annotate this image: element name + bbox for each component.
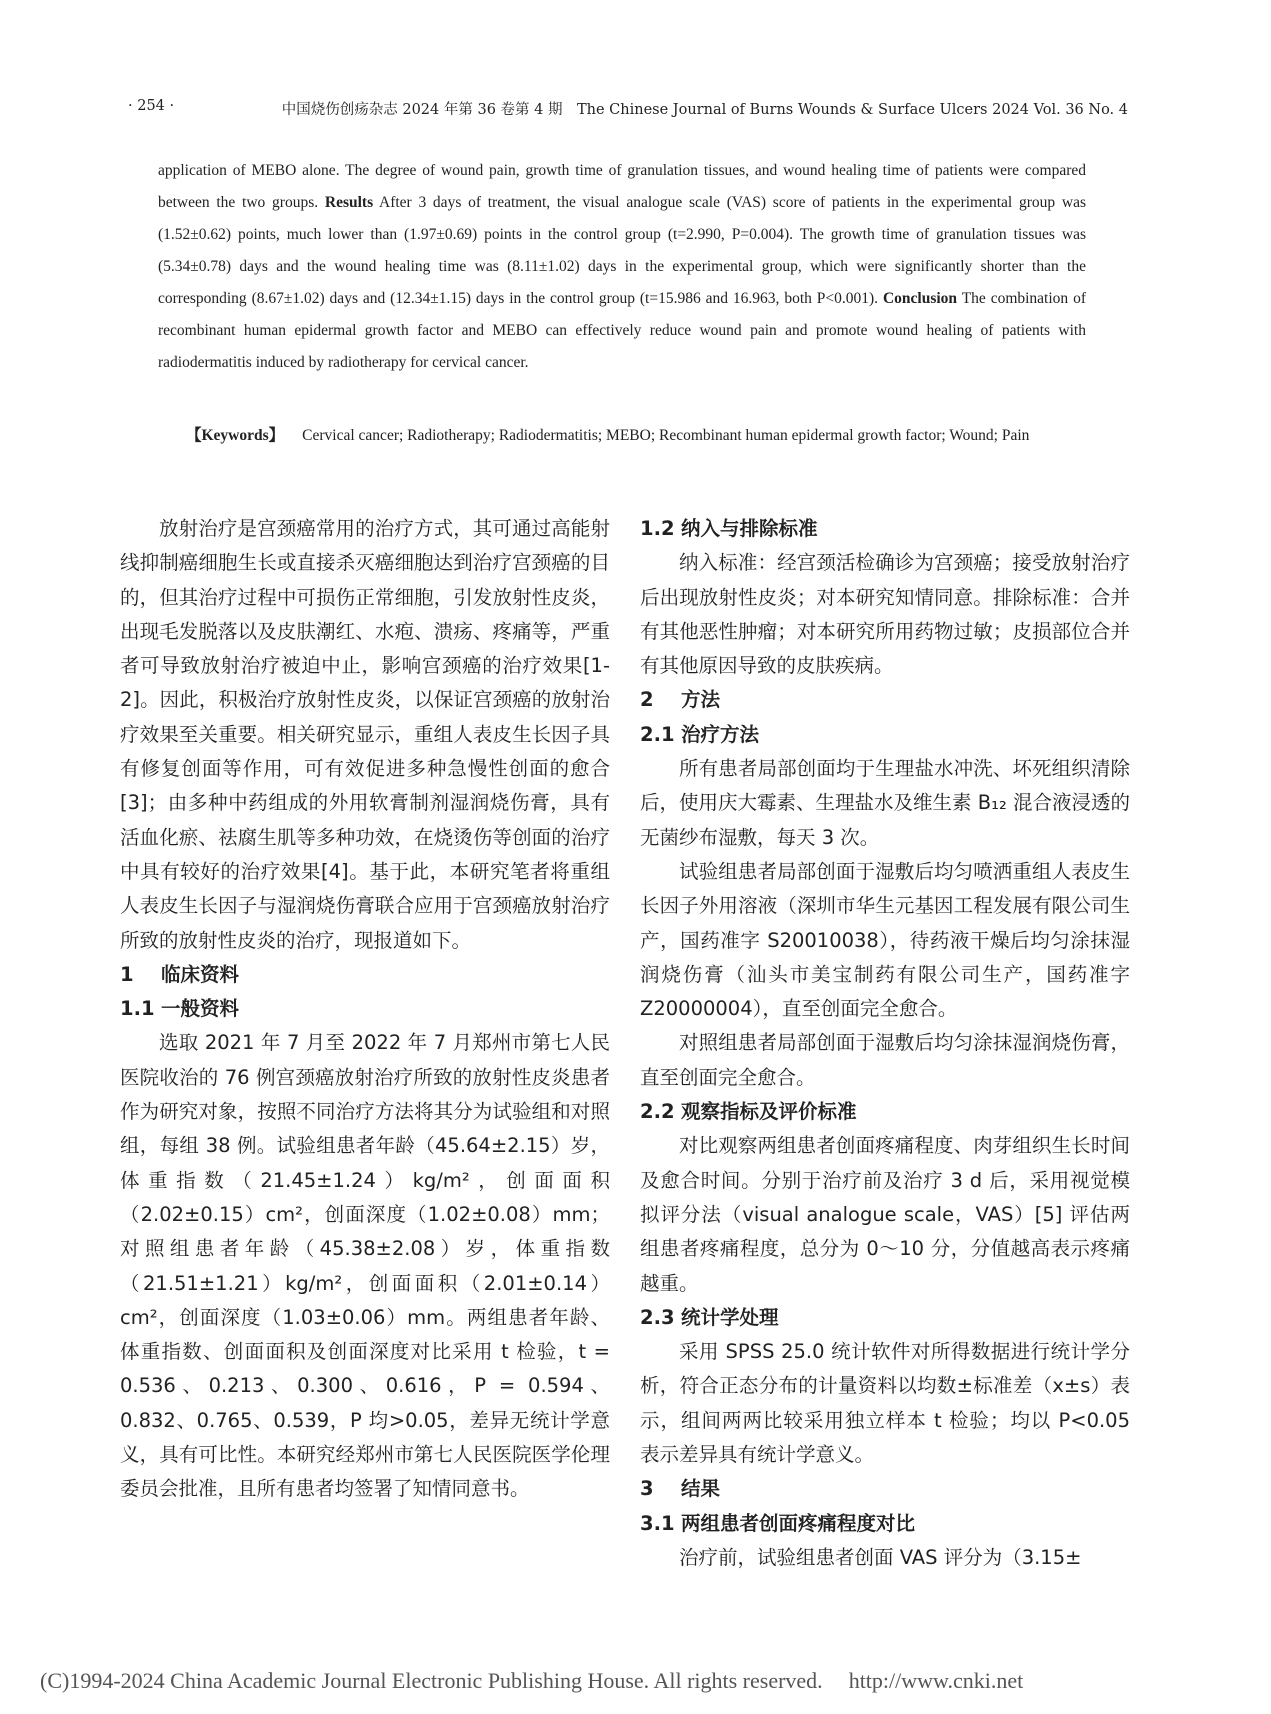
keywords-block (158, 420, 1086, 452)
subsection-heading-2-2 (640, 1095, 1130, 1129)
indicators-paragraph: 对比观察两组患者创面疼痛程度、肉芽组织生长时间及愈合时间。分别于治疗前及治疗 3 d 后，采用视觉模拟评分法（visual analogue scale，VAS）[5] 评估两组患者疼痛程度，总分为 0～10 分，分值越高表示疼痛越重。 (640, 1134, 1130, 1295)
abstract-methods-tail: application of MEBO alone. The degree of wound pain, growth time of granulation tissues, and wound healing time of patients were compared between the two groups. (158, 162, 1086, 211)
section-title: 方法 (680, 688, 720, 712)
section-number: 2 (640, 688, 654, 712)
section-title: 临床资料 (160, 962, 239, 986)
results-text: After 3 days of treatment, the visual analogue scale (VAS) score of patients in the experimental group was (1.52±0.62) points, much lower than (1.97±0.69) points in the control group (t=2.990, P=0.004). The growth time of granulation tissues was (5.34±0.78) days and the wound healing time was (8.11±1.02) days in the experimental group, which were significantly shorter than the corresponding (8.67±1.02) days and (12.34±1.15) days in the control group (t=15.986 and 16.963, both P<0.001). (158, 194, 1086, 307)
right-column (640, 512, 1130, 1575)
conclusion-text: The combination of recombinant human epidermal growth factor and MEBO can effectively reduce wound pain and promote wound healing of patients with radiodermatitis induced by radiotherapy for cervical cancer. (158, 290, 1086, 371)
english-abstract (158, 155, 1086, 379)
section-title: 结果 (680, 1477, 720, 1501)
section-number: 2.3 (640, 1305, 675, 1329)
section-title: 两组患者创面疼痛程度对比 (680, 1511, 915, 1535)
section-title: 纳入与排除标准 (680, 517, 818, 540)
results-label: Results (324, 194, 374, 211)
abstract-text (158, 155, 1086, 379)
left-column (120, 512, 610, 1507)
section-number: 2.2 (640, 1100, 675, 1124)
section-number: 3.1 (640, 1511, 675, 1535)
section-number: 1.2 (640, 517, 675, 540)
section-number: 3 (640, 1477, 654, 1501)
section-heading-3 (640, 1472, 1130, 1506)
criteria-paragraph: 纳入标准：经宫颈活检确诊为宫颈癌；接受放射治疗后出现放射性皮炎；对本研究知情同意。排除标准：合并有其他恶性肿瘤；对本研究所用药物过敏；皮损部位合并有其他原因导致的皮肤疾病。 (640, 551, 1130, 678)
subsection-heading-2-1 (640, 718, 1130, 752)
section-title: 一般资料 (160, 997, 239, 1021)
cnki-footer (40, 1668, 1240, 1694)
subsection-heading-2-3 (640, 1301, 1130, 1335)
introduction-paragraph: 放射治疗是宫颈癌常用的治疗方式，其可通过高能射线抑制癌细胞生长或直接杀灭癌细胞达到治疗宫颈癌的目的，但其治疗过程中可损伤正常细胞，引发放射性皮炎，出现毛发脱落以及皮肤潮红、水疱、溃疡、疼痛等，严重者可导致放射治疗被迫中止，影响宫颈癌的治疗效果[1-2]。因此，积极治疗放射性皮炎，以保证宫颈癌的放射治疗效果至关重要。相关研究显示，重组人表皮生长因子具有修复创面等作用，可有效促进多种急慢性创面的愈合[3]；由多种中药组成的外用软膏制剂湿润烧伤膏，具有活血化瘀、祛腐生肌等多种功效，在烧烫伤等创面的治疗中具有较好的治疗效果[4]。基于此，本研究笔者将重组人表皮生长因子与湿润烧伤膏联合应用于宫颈癌放射治疗所致的放射性皮炎的治疗，现报道如下。 (120, 517, 610, 952)
page-number: · 254 · (128, 98, 175, 114)
method-paragraph-2: 试验组患者局部创面于湿敷后均匀喷洒重组人表皮生长因子外用溶液（深圳市华生元基因工程发展有限公司生产，国药准字 S20010038），待药液干燥后均匀涂抹湿润烧伤膏（汕头市美宝制药有限公司生产，国药准字 Z20000004），直至创面完全愈合。 (640, 859, 1130, 1021)
section-number: 1 (120, 962, 134, 986)
section-title: 治疗方法 (680, 722, 759, 746)
copyright-notice: (C)1994-2024 China Academic Journal Electronic Publishing House. All rights reserved. (40, 1668, 823, 1693)
results-paragraph: 治疗前，试验组患者创面 VAS 评分为（3.15± (679, 1545, 1082, 1569)
keywords-label: 【Keywords】 (186, 427, 285, 444)
method-paragraph-1: 所有患者局部创面均于生理盐水冲洗、坏死组织清除后，使用庆大霉素、生理盐水及维生素 B₁₂ 混合液浸透的无菌纱布湿敷，每天 3 次。 (640, 757, 1130, 849)
method-paragraph-3: 对照组患者局部创面于湿敷后均匀涂抹湿润烧伤膏，直至创面完全愈合。 (640, 1031, 1130, 1089)
subsection-heading-3-1 (640, 1507, 1130, 1541)
subsection-heading-1-1 (120, 992, 610, 1026)
section-title: 统计学处理 (680, 1305, 779, 1329)
statistics-paragraph: 采用 SPSS 25.0 统计软件对所得数据进行统计学分析，符合正态分布的计量资料以均数±标准差（x±s）表示，组间两两比较采用独立样本 t 检验；均以 P<0.05 表示差异具有统计学意义。 (640, 1340, 1130, 1467)
keywords-text: Cervical cancer; Radiotherapy; Radiodermatitis; MEBO; Recombinant human epidermal growth factor; Wound; Pain (302, 427, 1030, 444)
journal-citation: 中国烧伤创疡杂志 2024 年第 36 卷第 4 期 The Chinese Journal of Burns Wounds & Surface Ulcers 2024 Vol. 36 No. 4 (281, 102, 1128, 118)
running-header (128, 98, 1128, 124)
section-number: 1.1 (120, 997, 155, 1021)
subsection-heading-1-2 (640, 512, 1130, 546)
section-number: 2.1 (640, 722, 675, 746)
section-heading-1 (120, 958, 610, 992)
conclusion-label: Conclusion (882, 290, 958, 307)
general-data-paragraph: 选取 2021 年 7 月至 2022 年 7 月郑州市第七人民医院收治的 76 例宫颈癌放射治疗所致的放射性皮炎患者作为研究对象，按照不同治疗方法将其分为试验组和对照组，每组 38 例。试验组患者年龄（45.64±2.15）岁，体重指数（21.45±1.24）kg/m²，创面面积（2.02±0.15）cm²，创面深度（1.02±0.08）mm；对照组患者年龄（45.38±2.08）岁，体重指数（21.51±1.21）kg/m²，创面面积（2.01±0.14）cm²，创面深度（1.03±0.06）mm。两组患者年龄、体重指数、创面面积及创面深度对比采用 t 检验，t = 0.536、0.213、0.300、0.616，P = 0.594、0.832、0.765、0.539，P 均>0.05，差异无统计学意义，具有可比性。本研究经郑州市第七人民医院医学伦理委员会批准，且所有患者均签署了知情同意书。 (120, 1031, 610, 1501)
section-title: 观察指标及评价标准 (680, 1100, 857, 1124)
cnki-link[interactable]: http://www.cnki.net (848, 1668, 1024, 1693)
section-heading-2 (640, 683, 1130, 717)
